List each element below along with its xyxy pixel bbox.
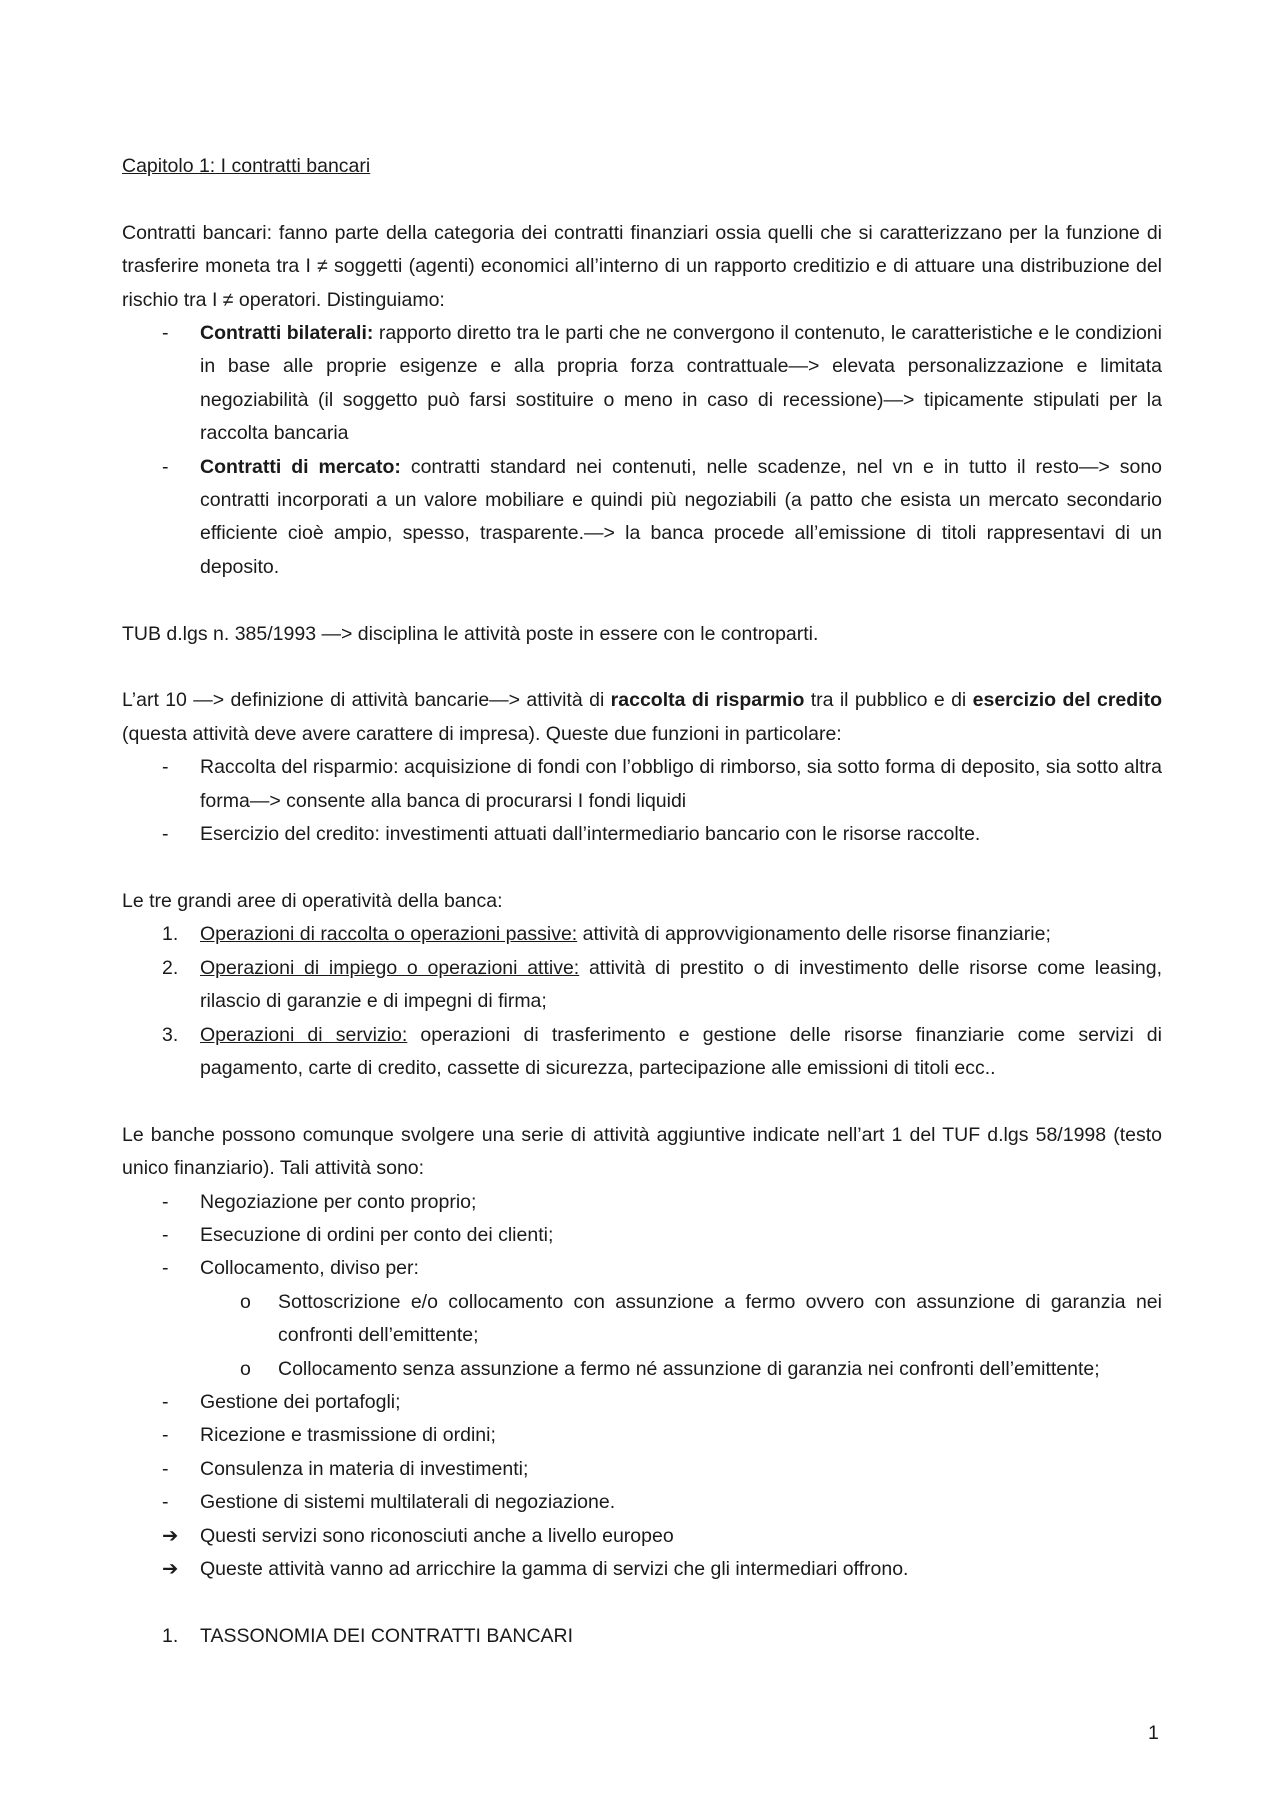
list-item (122, 1252, 1162, 1285)
dash-marker: - (162, 1223, 169, 1246)
term-bold: Contratti di mercato: (200, 455, 401, 478)
sub-list-item (122, 1353, 1162, 1386)
circle-marker: o (240, 1357, 251, 1380)
list-item (122, 1019, 1162, 1086)
item-text: Queste attività vanno ad arricchire la gamma di servizi che gli intermediari offrono. (200, 1557, 909, 1580)
dash-marker: - (162, 322, 169, 345)
term-text: rapporto diretto tra le parti che ne convergono il contenuto, le caratteristiche e le condizioni in base alle proprie esigenze e alla propria forza contrattuale—> elevata personalizzazione e limitata negoziabilità (il soggetto può farsi sostituire o meno in caso di recessione)—> tipicamente stipulati per la raccolta bancaria (200, 322, 1162, 445)
item-text: attività di prestito o di investimento delle risorse come leasing, rilascio di garanzie e di impegni di firma; (200, 956, 1162, 1013)
item-text: attività di approvvigionamento delle risorse finanziarie; (577, 923, 1051, 946)
number-marker: 3. (162, 1023, 179, 1046)
dash-marker: - (162, 1457, 169, 1480)
list-item (122, 317, 1162, 451)
list-item (122, 918, 1162, 951)
dash-marker: - (162, 1424, 169, 1447)
intro-paragraph: Contratti bancari: fanno parte della categoria dei contratti finanziari ossia quelli che si caratterizzano per la funzione di trasferire moneta tra I ≠ soggetti (agenti) economici all’interno di un rapporto creditizio e di attuare una distribuzione del rischio tra I ≠ operatori. Distinguiamo: (122, 221, 1162, 311)
dash-marker: - (162, 455, 169, 478)
list-item (122, 1386, 1162, 1419)
underlined-term: Operazioni di impiego o operazioni attive: (200, 956, 580, 979)
dash-marker: - (162, 1257, 169, 1280)
list-item (122, 1520, 1162, 1553)
number-marker: 2. (162, 956, 179, 979)
item-text: Negoziazione per conto proprio; (200, 1190, 477, 1213)
text-span: (questa attività deve avere carattere di impresa). Queste due funzioni in particolare: (122, 722, 842, 745)
bold-span: esercizio del credito (972, 689, 1162, 712)
item-text: Sottoscrizione e/o collocamento con assunzione a fermo ovvero con assunzione di garanzia nei confronti dell’emittente; (278, 1290, 1162, 1347)
list-item (122, 1219, 1162, 1252)
text-span: tra il pubblico e di (804, 689, 973, 712)
arrow-icon: ➔ (162, 1524, 179, 1547)
section-label: TASSONOMIA DEI CONTRATTI BANCARI (200, 1624, 574, 1647)
item-text: operazioni di trasferimento e gestione delle risorse finanziarie come servizi di pagamento, carte di credito, cassette di sicurezza, partecipazione alle emissioni di titoli ecc.. (200, 1023, 1162, 1079)
circle-marker: o (240, 1290, 251, 1313)
list-item (122, 952, 1162, 1019)
number-marker: 1. (162, 1624, 179, 1647)
list-item (122, 751, 1162, 818)
tuf-paragraph: Le banche possono comunque svolgere una serie di attività aggiuntive indicate nell’art 1 del TUF d.lgs 58/1998 (testo unico finanziario). Tali attività sono: (122, 1123, 1162, 1180)
section-heading (122, 1620, 1162, 1653)
list-item (122, 1186, 1162, 1219)
dash-marker: - (162, 823, 169, 846)
item-text: Collocamento, diviso per: (200, 1257, 419, 1280)
dash-marker: - (162, 1491, 169, 1514)
art10-paragraph (122, 684, 1162, 751)
list-item (122, 1553, 1162, 1586)
arrow-icon: ➔ (162, 1557, 179, 1580)
list-item (122, 1419, 1162, 1452)
underlined-term: Operazioni di raccolta o operazioni passive: (200, 923, 578, 946)
tub-paragraph: TUB d.lgs n. 385/1993 —> disciplina le attività poste in essere con le controparti. (122, 622, 819, 645)
text-span: L’art 10 —> definizione di attività bancarie—> attività di (122, 689, 611, 712)
item-text: Ricezione e trasmissione di ordini; (200, 1424, 496, 1447)
areas-list (122, 918, 1162, 1085)
item-text: Esecuzione di ordini per conto dei clienti; (200, 1223, 554, 1246)
underlined-term: Operazioni di servizio: (200, 1023, 408, 1046)
activities-list (122, 1186, 1162, 1587)
term-text: contratti standard nei contenuti, nelle scadenze, nel vn e in tutto il resto—> sono contratti incorporati a un valore mobiliare e quindi più negoziabili (a patto che esista un mercato secondario efficiente cioè ampio, spesso, trasparente.—> la banca procede all’emissione di titoli rappresentavi di un deposito. (200, 455, 1163, 578)
section-heading-list (122, 1620, 1162, 1653)
item-text: Questi servizi sono riconosciuti anche a livello europeo (200, 1524, 674, 1547)
item-text: Esercizio del credito: investimenti attuati dall’intermediario bancario con le risorse raccolte. (200, 823, 981, 846)
dash-marker: - (162, 756, 169, 779)
item-text: Gestione dei portafogli; (200, 1390, 401, 1413)
chapter-title: Capitolo 1: I contratti bancari (122, 155, 371, 177)
bold-span: raccolta di risparmio (610, 689, 805, 712)
functions-list (122, 751, 1162, 851)
list-item (122, 818, 1162, 851)
item-text: Gestione di sistemi multilaterali di negoziazione. (200, 1491, 616, 1514)
document-page (122, 150, 1162, 1653)
contract-types-list (122, 317, 1162, 584)
number-marker: 1. (162, 923, 179, 946)
list-item (122, 451, 1162, 585)
item-text: Collocamento senza assunzione a fermo né assunzione di garanzia nei confronti dell’emittente; (278, 1357, 1100, 1380)
term-bold: Contratti bilaterali: (200, 322, 374, 345)
list-item (122, 1486, 1162, 1519)
page-number: 1 (1148, 1722, 1159, 1744)
areas-intro: Le tre grandi aree di operatività della banca: (122, 889, 503, 912)
sub-list-item (122, 1286, 1162, 1353)
list-item (122, 1453, 1162, 1486)
dash-marker: - (162, 1390, 169, 1413)
item-text: Consulenza in materia di investimenti; (200, 1457, 529, 1480)
dash-marker: - (162, 1190, 169, 1213)
item-text: Raccolta del risparmio: acquisizione di fondi con l’obbligo di rimborso, sia sotto forma di deposito, sia sotto altra forma—> consente alla banca di procurarsi I fondi liquidi (200, 756, 1162, 812)
